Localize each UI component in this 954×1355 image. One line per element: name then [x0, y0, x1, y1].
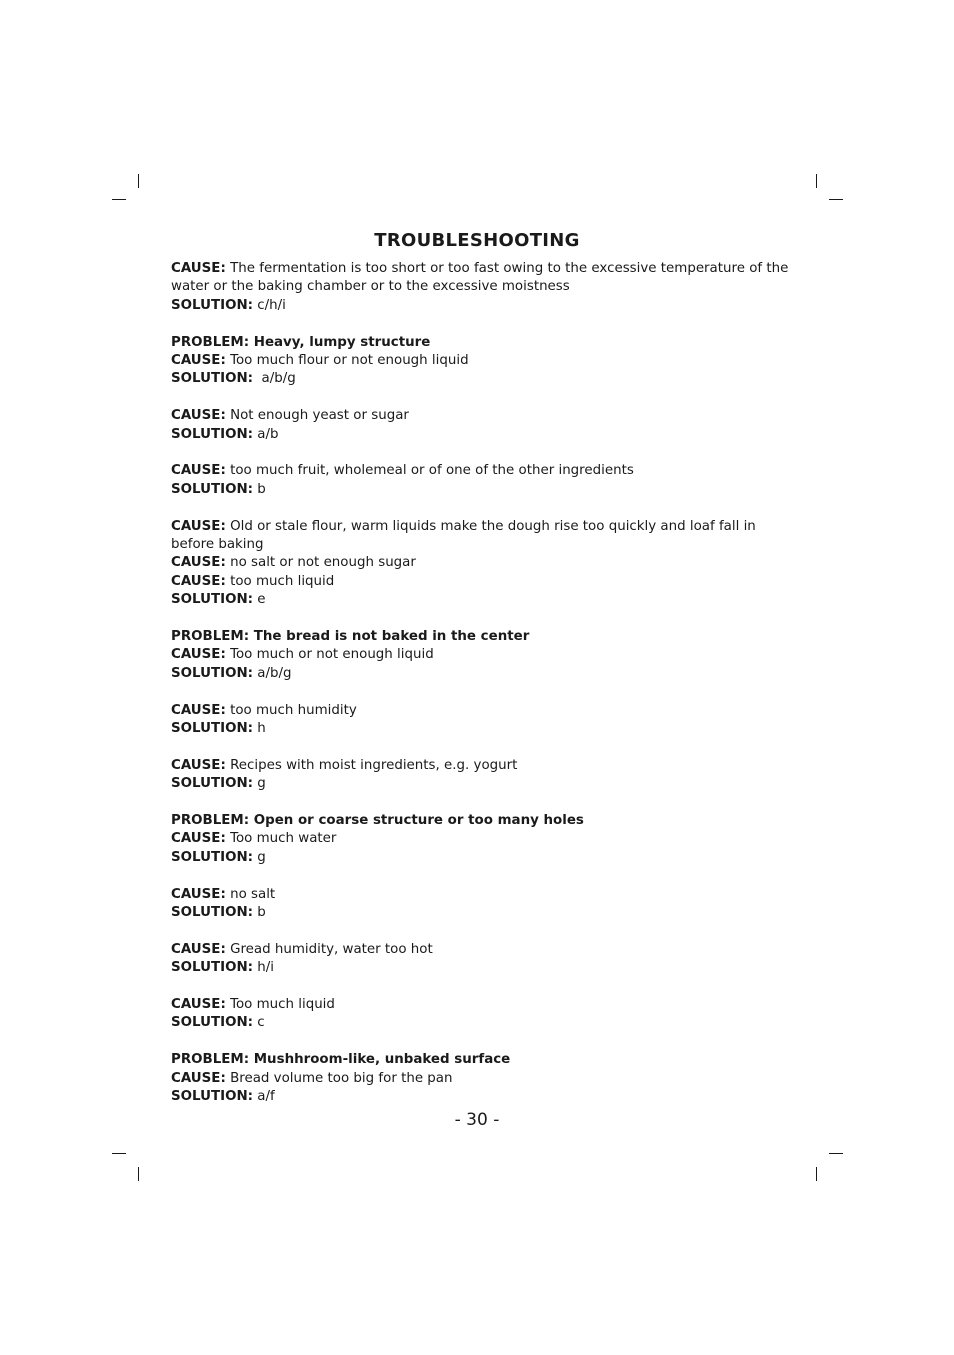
troubleshooting-entry	[171, 407, 791, 444]
solution-label: SOLUTION:	[171, 592, 254, 608]
cause-text: Bread volume too big for the pan	[230, 1070, 453, 1086]
cause-label: CAUSE:	[171, 573, 226, 589]
cause-text: Recipes with moist ingredients, e.g. yogurt	[230, 757, 518, 773]
troubleshooting-entry	[171, 462, 791, 499]
troubleshooting-entry	[171, 996, 791, 1033]
cause-label: CAUSE:	[171, 757, 226, 773]
crop-mark-bottom-right-vertical	[816, 1167, 817, 1181]
solution-line	[171, 481, 791, 499]
troubleshooting-entry	[171, 1051, 791, 1106]
solution-text: h	[257, 721, 266, 737]
solution-text: b	[257, 905, 266, 921]
entry-spacer	[171, 315, 791, 333]
solution-line	[171, 370, 791, 388]
cause-line	[171, 757, 791, 775]
entry-spacer	[171, 978, 791, 996]
cause-label: CAUSE:	[171, 463, 226, 479]
solution-text: g	[257, 776, 266, 792]
page-title: TROUBLESHOOTING	[374, 230, 580, 251]
solution-label: SOLUTION:	[171, 905, 254, 921]
problem-heading: PROBLEM: The bread is not baked in the center	[171, 629, 530, 645]
cause-text: Gread humidity, water too hot	[230, 941, 433, 957]
cause-label: CAUSE:	[171, 408, 226, 424]
solution-text: c/h/i	[257, 297, 286, 313]
cause-text: too much humidity	[230, 702, 357, 718]
cause-text: Old or stale flour, warm liquids make the dough rise too quickly and loaf fall in before baking	[171, 518, 756, 553]
crop-mark-top-right-horizontal	[829, 199, 843, 200]
cause-label: CAUSE:	[171, 353, 226, 369]
entry-spacer	[171, 794, 791, 812]
solution-line	[171, 591, 791, 609]
cause-label: CAUSE:	[171, 555, 226, 571]
cause-text: Too much or not enough liquid	[230, 647, 434, 663]
entry-spacer	[171, 867, 791, 885]
solution-label: SOLUTION:	[171, 1089, 254, 1105]
problem-heading: PROBLEM: Heavy, lumpy structure	[171, 334, 431, 350]
solution-label: SOLUTION:	[171, 297, 254, 313]
solution-line	[171, 426, 791, 444]
troubleshooting-list	[171, 260, 791, 1107]
solution-text: a/b/g	[257, 665, 292, 681]
solution-label: SOLUTION:	[171, 481, 254, 497]
cause-line	[171, 260, 791, 297]
cause-line	[171, 554, 791, 572]
solution-label: SOLUTION:	[171, 849, 254, 865]
solution-line	[171, 959, 791, 977]
entry-spacer	[171, 922, 791, 940]
cause-text: no salt	[230, 886, 276, 902]
solution-line	[171, 849, 791, 867]
solution-text: a/b/g	[257, 371, 296, 387]
cause-line	[171, 830, 791, 848]
cause-text: Too much flour or not enough liquid	[230, 353, 469, 369]
cause-text: Too much liquid	[230, 997, 335, 1013]
cause-text: too much liquid	[230, 573, 335, 589]
crop-mark-bottom-left-horizontal	[112, 1153, 126, 1154]
cause-line	[171, 996, 791, 1014]
solution-text: e	[257, 592, 266, 608]
entry-spacer	[171, 683, 791, 701]
solution-line	[171, 904, 791, 922]
solution-line	[171, 1014, 791, 1032]
cause-line	[171, 407, 791, 425]
solution-text: a/f	[257, 1089, 275, 1105]
cause-line	[171, 573, 791, 591]
entry-spacer	[171, 610, 791, 628]
cause-label: CAUSE:	[171, 702, 226, 718]
page-number: - 30 -	[454, 1110, 500, 1130]
troubleshooting-entry	[171, 518, 791, 610]
cause-text: Too much water	[230, 831, 337, 847]
crop-mark-top-left-horizontal	[112, 199, 126, 200]
cause-line	[171, 646, 791, 664]
troubleshooting-entry	[171, 886, 791, 923]
problem-heading: PROBLEM: Mushhroom-like, unbaked surface	[171, 1052, 511, 1068]
cause-label: CAUSE:	[171, 831, 226, 847]
cause-label: CAUSE:	[171, 647, 226, 663]
cause-line	[171, 1070, 791, 1088]
entry-spacer	[171, 389, 791, 407]
cause-line	[171, 518, 791, 555]
solution-text: c	[257, 1015, 265, 1031]
crop-mark-bottom-right-horizontal	[829, 1153, 843, 1154]
entry-spacer	[171, 444, 791, 462]
cause-label: CAUSE:	[171, 941, 226, 957]
solution-label: SOLUTION:	[171, 960, 254, 976]
entry-spacer	[171, 499, 791, 517]
problem-heading: PROBLEM: Open or coarse structure or too many holes	[171, 813, 584, 829]
solution-line	[171, 297, 791, 315]
troubleshooting-entry	[171, 941, 791, 978]
troubleshooting-entry	[171, 757, 791, 794]
troubleshooting-entry	[171, 628, 791, 683]
cause-label: CAUSE:	[171, 997, 226, 1013]
troubleshooting-entry	[171, 812, 791, 867]
cause-line	[171, 702, 791, 720]
solution-label: SOLUTION:	[171, 665, 254, 681]
cause-text: no salt or not enough sugar	[230, 555, 416, 571]
cause-line	[171, 462, 791, 480]
solution-label: SOLUTION:	[171, 371, 254, 387]
solution-line	[171, 1088, 791, 1106]
solution-line	[171, 720, 791, 738]
cause-label: CAUSE:	[171, 518, 226, 534]
crop-mark-top-left-vertical	[138, 174, 139, 188]
entry-spacer	[171, 1033, 791, 1051]
cause-label: CAUSE:	[171, 886, 226, 902]
cause-text: The fermentation is too short or too fast owing to the excessive temperature of the water or the baking chamber or to the excessive moistness	[171, 261, 789, 295]
crop-mark-bottom-left-vertical	[138, 1167, 139, 1181]
troubleshooting-entry	[171, 260, 791, 315]
cause-line	[171, 352, 791, 370]
solution-label: SOLUTION:	[171, 426, 254, 442]
cause-line	[171, 886, 791, 904]
cause-label: CAUSE:	[171, 1070, 226, 1086]
cause-text: Not enough yeast or sugar	[230, 408, 409, 424]
solution-text: h/i	[257, 960, 275, 976]
troubleshooting-entry	[171, 334, 791, 389]
cause-text: too much fruit, wholemeal or of one of the other ingredients	[230, 463, 634, 479]
solution-line	[171, 775, 791, 793]
crop-mark-top-right-vertical	[816, 174, 817, 188]
solution-line	[171, 665, 791, 683]
solution-text: b	[257, 481, 266, 497]
entry-spacer	[171, 738, 791, 756]
solution-text: a/b	[257, 426, 279, 442]
solution-label: SOLUTION:	[171, 721, 254, 737]
cause-line	[171, 941, 791, 959]
solution-label: SOLUTION:	[171, 1015, 254, 1031]
solution-label: SOLUTION:	[171, 776, 254, 792]
troubleshooting-entry	[171, 702, 791, 739]
cause-label: CAUSE:	[171, 261, 226, 276]
solution-text: g	[257, 849, 266, 865]
